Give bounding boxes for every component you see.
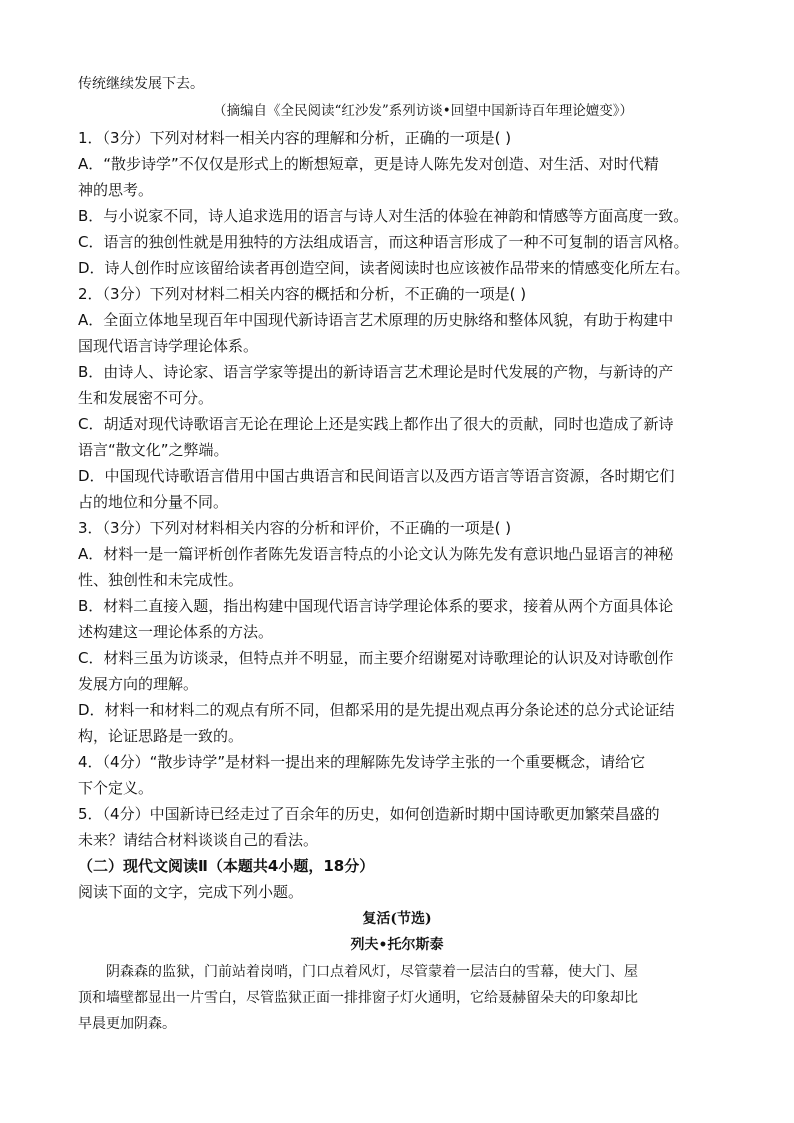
question-3-option-a-cont: 性、独创性和未完成性。 — [78, 571, 244, 589]
passage-paragraph-line: 早晨更加阴森。 — [78, 1016, 176, 1032]
question-3-option-b-cont: 述构建这一理论体系的方法。 — [78, 623, 274, 641]
source-citation: （摘编自《全民阅读“红沙发”系列访谈•回望中国新诗百年理论嬗变》） — [213, 103, 634, 119]
question-2-option-c: C．胡适对现代诗歌语言无论在理论上还是实践上都作出了很大的贡献，同时也造成了新诗 — [78, 415, 674, 433]
question-1: 1．（3分）下列对材料一相关内容的理解和分析，正确的一项是( ) — [78, 129, 512, 147]
question-3-option-c: C．材料三虽为访谈录，但特点并不明显，而主要介绍谢冕对诗歌理论的认识及对诗歌创作 — [78, 649, 674, 667]
question-1-option-b: B．与小说家不同，诗人追求选用的语言与诗人对生活的体验在神韵和情感等方面高度一致。 — [78, 207, 689, 225]
question-3: 3．（3分）下列对材料相关内容的分析和评价，不正确的一项是( ) — [78, 519, 512, 537]
question-1-option-c: C．语言的独创性就是用独特的方法组成语言，而这种语言形成了一种不可复制的语言风格。 — [78, 233, 689, 251]
question-2-option-a-cont: 国现代语言诗学理论体系。 — [78, 337, 259, 355]
text-line: 传统继续发展下去。 — [78, 76, 204, 92]
question-2-option-a: A．全面立体地呈现百年中国现代新诗语言艺术原理的历史脉络和整体风貌，有助于构建中 — [78, 311, 674, 329]
question-2-option-b-cont: 生和发展密不可分。 — [78, 389, 214, 407]
passage-author: 列夫•托尔斯泰 — [350, 937, 444, 953]
passage-paragraph-line: 阴森森的监狱，门前站着岗哨，门口点着风灯，尽管蒙着一层洁白的雪幕，使大门、屋 — [106, 964, 638, 980]
question-1-option-a: A．“散步诗学”不仅仅是形式上的断想短章，更是诗人陈先发对创造、对生活、对时代精 — [78, 155, 659, 173]
question-2-option-c-cont: 语言“散文化”之弊端。 — [78, 441, 229, 459]
question-3-option-b: B．材料二直接入题，指出构建中国现代语言诗学理论体系的要求，接着从两个方面具体论 — [78, 597, 674, 615]
question-5-cont: 未来？请结合材料谈谈自己的看法。 — [78, 831, 319, 849]
question-3-option-c-cont: 发展方向的理解。 — [78, 675, 199, 693]
passage-paragraph-line: 顶和墙壁都显出一片雪白，尽管监狱正面一排排窗子灯火通明，它给聂赫留朵夫的印象却比 — [78, 990, 638, 1006]
question-4: 4．（4分）“散步诗学”是材料一提出来的理解陈先发诗学主张的一个重要概念，请给它 — [78, 753, 646, 771]
question-3-option-d: D．材料一和材料二的观点有所不同，但都采用的是先提出观点再分条论述的总分式论证结 — [78, 701, 675, 719]
question-4-cont: 下个定义。 — [78, 779, 154, 797]
section-heading: （二）现代文阅读Ⅱ（本题共4小题，18分） — [78, 857, 375, 875]
question-1-option-a-cont: 神的思考。 — [78, 181, 154, 199]
instruction: 阅读下面的文字，完成下列小题。 — [78, 883, 304, 901]
question-3-option-a: A．材料一是一篇评析创作者陈先发语言特点的小论文认为陈先发有意识地凸显语言的神秘 — [78, 545, 674, 563]
question-2-option-d-cont: 占的地位和分量不同。 — [78, 493, 229, 511]
passage-title: 复活(节选) — [362, 911, 432, 927]
question-2-option-b: B．由诗人、诗论家、语言学家等提出的新诗语言艺术理论是时代发展的产物，与新诗的产 — [78, 363, 674, 381]
question-2: 2．（3分）下列对材料二相关内容的概括和分析，不正确的一项是( ) — [78, 285, 527, 303]
question-5: 5．（4分）中国新诗已经走过了百余年的历史，如何创造新时期中国诗歌更加繁荣昌盛的 — [78, 805, 660, 823]
question-2-option-d: D．中国现代诗歌语言借用中国古典语言和民间语言以及西方语言等语言资源，各时期它们 — [78, 467, 675, 485]
question-3-option-d-cont: 构，论证思路是一致的。 — [78, 727, 244, 745]
question-1-option-d: D．诗人创作时应该留给读者再创造空间，读者阅读时也应该被作品带来的情感变化所左右。 — [78, 259, 690, 277]
